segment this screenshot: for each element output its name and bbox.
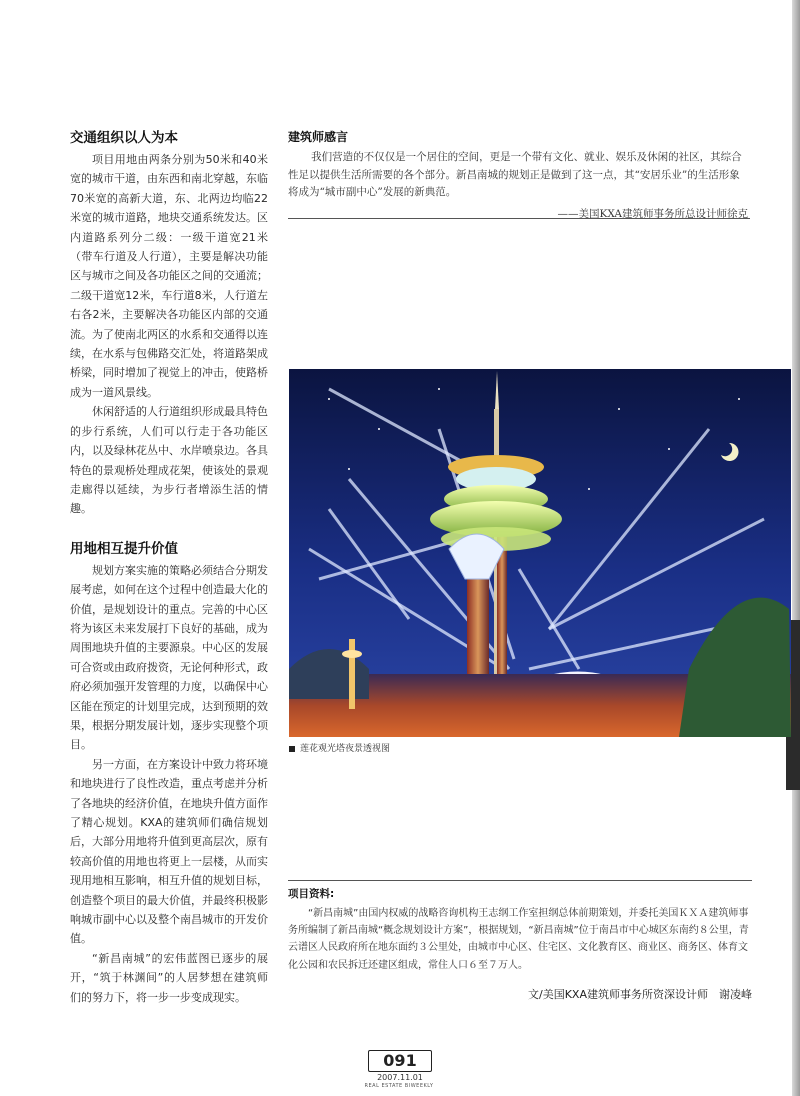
page-edge [792, 0, 800, 1096]
section-title-traffic: 交通组织以人为本 [70, 130, 178, 146]
issue-date: 2007.11.01 [377, 1073, 423, 1082]
quote-title: 建筑师感言 [288, 130, 349, 144]
paragraph: 另一方面，在方案设计中致力将环境和地块进行了良性改造，重点考虑并分析了各地块的经济价值，在地块升值方面作了精心规划。KXA的建筑师们确信规划后，大部分用地将升值到更高层次，原有较高价值的用地也将更上一层楼，从而实现用地相互影响，相互升值的规划目标，创造整个项目的最大价值，并最终积极影响城市副中心以及整个南昌城市的开发价值。 [70, 757, 268, 946]
project-info [288, 880, 752, 1002]
magazine-name: REAL ESTATE BIWEEKLY [364, 1083, 434, 1089]
paragraph: 项目用地由两条分别为50米和40米宽的城市干道，由东西和南北穿越，东临70米宽的高新大道，东、北两边均临22米宽的城市道路，地块交通系统发达。区内道路系列分二级：一级干道宽21米（带车行道及人行道），主要是解决功能区与城市之间及各功能区之间的交通流；二级干道宽12米，车行道8米，人行道左右各2米，主要解决各功能区内部的交通流。为了使南北两区的水系和交通得以连续，在水系与包佛路交汇处，将道路架成桥梁，同时增加了视觉上的冲击，使路桥成为一道风景线。 [70, 153, 268, 399]
caption-text: 莲花观光塔夜景透视图 [300, 744, 391, 754]
quote-signature: ——美国KXA建筑师事务所总设计师徐克 [557, 207, 748, 220]
project-info-text: “新昌南城”由国内权威的战略咨询机构王志纲工作室担纲总体前期策划，并委托美国ＫＸＡ建筑师事务所编制了新昌南城“概念规划设计方案”，根据规划，“新昌南城”位于南昌市中心城区东南约８公里，青云谱区人民政府所在地东面约３公里处，由城市中心区、住宅区、文化教育区、商业区、商务区、体育文化公园和农民拆迁还建区组成，常住人口６至７万人。 [288, 908, 749, 971]
quote-divider [288, 218, 750, 219]
architect-quote [288, 128, 748, 221]
article-author: 文/美国KXA建筑师事务所资深设计师 谢凌峰 [528, 987, 752, 1001]
figure-caption [289, 741, 390, 754]
caption-marker [289, 746, 295, 752]
paragraph: 规划方案实施的策略必须结合分期发展考虑，如何在这个过程中创造最大化的价值，是规划设计的重点。完善的中心区将为该区未来发展打下良好的基础，成为周围地块升值的主要源泉。中心区的发展可合资或由政府拨资，无论何种形式，政府必须加强开发管理的力度，以确保中心区能在预定的计划里完成，达到预期的效果，根据分期发展计划，逐步实现整个项目。 [70, 563, 268, 752]
left-column [70, 126, 268, 1007]
tower-night-rendering [289, 369, 791, 737]
page-number: 091 [368, 1050, 432, 1072]
project-info-title: 项目资料: [288, 888, 335, 900]
paragraph: 休闲舒适的人行道组织形成最具特色的步行系统，人们可以行走于各功能区内，以及绿林花丛中、水岸喷泉边。各具特色的景观桥处理成花架，使该处的景观走廊得以延续，为步行者增添生活的情趣。 [70, 405, 268, 516]
quote-text: 我们营造的不仅仅是一个居住的空间，更是一个带有文化、就业、娱乐及休闲的社区，其综合性足以提供生活所需要的各个部分。新昌南城的规划正是做到了这一点，其“安居乐业”的生活形象将成为“城市副中心”发展的新典范。 [288, 151, 742, 198]
paragraph: “新昌南城”的宏伟蓝图已逐步的展开，“筑于林渊间”的人居梦想在建筑师们的努力下，将一步一步变成现实。 [70, 951, 268, 1004]
section-title-land-value: 用地相互提升价值 [70, 540, 178, 557]
